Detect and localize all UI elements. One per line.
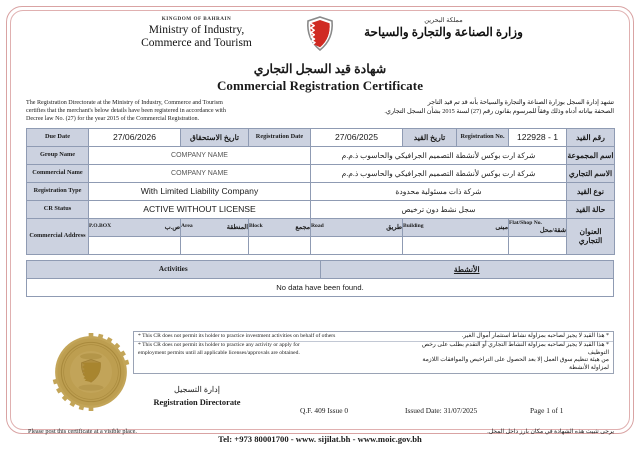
- signature-block: [137, 385, 257, 407]
- table-row-address-values: [27, 236, 615, 254]
- commercial-name-label-en: Commercial Name: [27, 164, 89, 182]
- registration-date-label-en: Registration Date: [249, 128, 311, 146]
- preamble-en-line2: certifies that the merchant's below details have been registered in accordance with: [26, 108, 226, 115]
- activities-table: [26, 260, 614, 297]
- cr-status-label-en: CR Status: [27, 200, 89, 218]
- note-item-1: [134, 332, 613, 342]
- address-header-building: Building مبنى: [403, 218, 509, 236]
- due-date-label-en: Due Date: [27, 128, 89, 146]
- address-header-area: Area المنطقة: [181, 218, 249, 236]
- header-english-block: [99, 14, 294, 49]
- post-notice-ar: يرجى تثبيت هذه الشهادة في مكان بارز داخل المحل.: [487, 429, 614, 435]
- certificate-title-en: Commercial Registration Certificate: [216, 78, 424, 93]
- issued-date: Issued Date: 31/07/2025: [405, 406, 478, 415]
- table-row-group-name: [27, 146, 615, 164]
- note-1-english: * This CR does not permit its holder to practice investment activities on behalf of others: [138, 332, 336, 339]
- certificate-content: [26, 14, 614, 297]
- certificate-title-ar: شهادة قيد السجل التجاري: [253, 62, 387, 76]
- preamble-arabic: [344, 99, 614, 124]
- note-2-ar-line1: * هذا القيد لا يجيز لصاحبه بمزاولة النشاط التجاري أو التقدم بطلب على رخص التوظيف: [421, 342, 609, 356]
- registration-type-value-ar: شركة ذات مسئولية محدودة: [311, 182, 567, 200]
- activities-header-row: [27, 260, 614, 278]
- registration-date-label-ar: تاريخ القيد: [403, 128, 457, 146]
- address-header-block: Block مجمع: [249, 218, 311, 236]
- address-value-flat-shop: [509, 236, 567, 254]
- note-item-2: [134, 342, 613, 373]
- header-arabic-block: [346, 14, 541, 39]
- directorate-name-ar: إدارة التسجيل: [174, 385, 220, 394]
- address-value-road: [311, 236, 403, 254]
- registration-type-label-ar: نوع القيد: [567, 182, 615, 200]
- bahrain-coat-of-arms-icon: [302, 14, 338, 54]
- commercial-name-value-en: COMPANY NAME: [89, 164, 311, 182]
- group-name-value-ar: شركة ارت بوكس لأنشطة التصميم الجرافيكي والحاسوب ذ.م.م: [311, 146, 567, 164]
- cr-status-label-ar: حالة القيد: [567, 200, 615, 218]
- address-header-road: Road طريق: [311, 218, 403, 236]
- activities-empty-row: [27, 278, 614, 296]
- address-value-block: [249, 236, 311, 254]
- certificate-notes: [133, 331, 614, 374]
- note-2-en-line1: * This CR does not permit its holder to practice any activity or apply for: [138, 342, 300, 349]
- note-2-en-line2: employment permits until all applicable licenses/approvals are obtained.: [138, 349, 300, 356]
- due-date-label-ar: تاريخ الاستحقاق: [181, 128, 249, 146]
- registration-details-table: [26, 128, 615, 255]
- preamble-ar-line2: الصحفة بياناته أدناه وذلك وفقاً للمرسوم بقانون رقم (27) لسنة 2015 بشأن السجل التجاري.: [384, 107, 614, 115]
- page-number: Page 1 of 1: [530, 406, 564, 415]
- commercial-name-label-ar: الاسم التجاري: [567, 164, 615, 182]
- registration-no-label-ar: رقم القيد: [567, 128, 615, 146]
- address-header-flat-shop: Flat/Shop No. شقة/محل: [509, 220, 566, 235]
- ministry-name-en-line1: Ministry of Industry,: [148, 24, 245, 36]
- activities-empty-message: No data have been found.: [27, 278, 614, 296]
- table-row-registration-type: [27, 182, 615, 200]
- official-gold-seal-icon: [52, 333, 130, 411]
- ministry-name-en-line2: Commerce and Tourism: [141, 36, 252, 49]
- note-2-arabic: [404, 342, 609, 372]
- group-name-label-ar: اسم المجموعة: [567, 146, 615, 164]
- form-reference: Q.F. 409 Issue 0: [300, 406, 349, 415]
- due-date-value: 27/06/2026: [89, 128, 181, 146]
- certificate-header: [26, 14, 614, 60]
- post-notice-en: Please post this certificate at a visible place.: [28, 428, 137, 435]
- note-1-arabic: * هذا القيد لا يجيز لصاحبه بمزاولة نشاط استثمار أموال الغير.: [461, 332, 609, 339]
- note-2-english: [138, 342, 388, 357]
- contact-info: Tel: +973 80001700 - www. sijilat.bh - www.moic.gov.bh: [218, 434, 422, 444]
- group-name-label-en: Group Name: [27, 146, 89, 164]
- address-value-pobox: [89, 236, 181, 254]
- registration-type-label-en: Registration Type: [27, 182, 89, 200]
- address-header-pobox: P.O.BOX ص.ب: [89, 218, 181, 236]
- ministry-name-ar: وزارة الصناعة والتجارة والسياحة: [364, 25, 523, 39]
- address-value-building: [403, 236, 509, 254]
- cr-status-value-en: ACTIVE WITHOUT LICENSE: [89, 200, 311, 218]
- activities-header-ar: الأنشطة: [320, 260, 614, 278]
- preamble-en-line1: The Registration Directorate at the Ministry of Industry, Commerce and Tourism: [26, 100, 223, 106]
- table-row-commercial-name: [27, 164, 615, 182]
- address-value-area: [181, 236, 249, 254]
- preamble-section: [26, 99, 614, 124]
- directorate-name-en: Registration Directorate: [153, 398, 241, 407]
- preamble-ar-line1: تشهد إدارة السجل بوزارة الصناعة والتجارة والسياحة بأنه قد تم قيد التاجر: [427, 99, 614, 106]
- registration-type-value-en: With Limited Liability Company: [89, 182, 311, 200]
- registration-no-label-en: Registration No.: [457, 128, 509, 146]
- table-row-dates: [27, 128, 615, 146]
- commercial-address-label-en: Commercial Address: [27, 218, 89, 254]
- preamble-en-line3: Decree law No. (27) for the year 2015 of the Commercial Registration.: [26, 116, 200, 123]
- preamble-english: [26, 99, 284, 124]
- commercial-name-value-ar: شركة ارت بوكس لأنشطة التصميم الجرافيكي والحاسوب ذ.م.م: [311, 164, 567, 182]
- bottom-footer: [0, 428, 640, 452]
- registration-no-value: 122928 - 1: [509, 128, 567, 146]
- registration-date-value: 27/06/2025: [311, 128, 403, 146]
- note-2-ar-line2: من هيئة تنظيم سوق العمل إلا بعد الحصول على التراخيص والموافقات اللازمة لمزاولة الأنشطة: [422, 357, 609, 371]
- kingdom-label-en: KINGDOM OF BAHRAIN: [161, 16, 232, 22]
- commercial-address-label-ar: العنوان التجاري: [567, 218, 615, 254]
- table-row-cr-status: [27, 200, 615, 218]
- cr-status-value-ar: سجل نشط دون ترخيص: [311, 200, 567, 218]
- group-name-value-en: COMPANY NAME: [89, 146, 311, 164]
- table-row-address-headers: [27, 218, 615, 236]
- kingdom-label-ar: مملكة البحرين: [424, 17, 463, 24]
- activities-header-en: Activities: [27, 260, 321, 278]
